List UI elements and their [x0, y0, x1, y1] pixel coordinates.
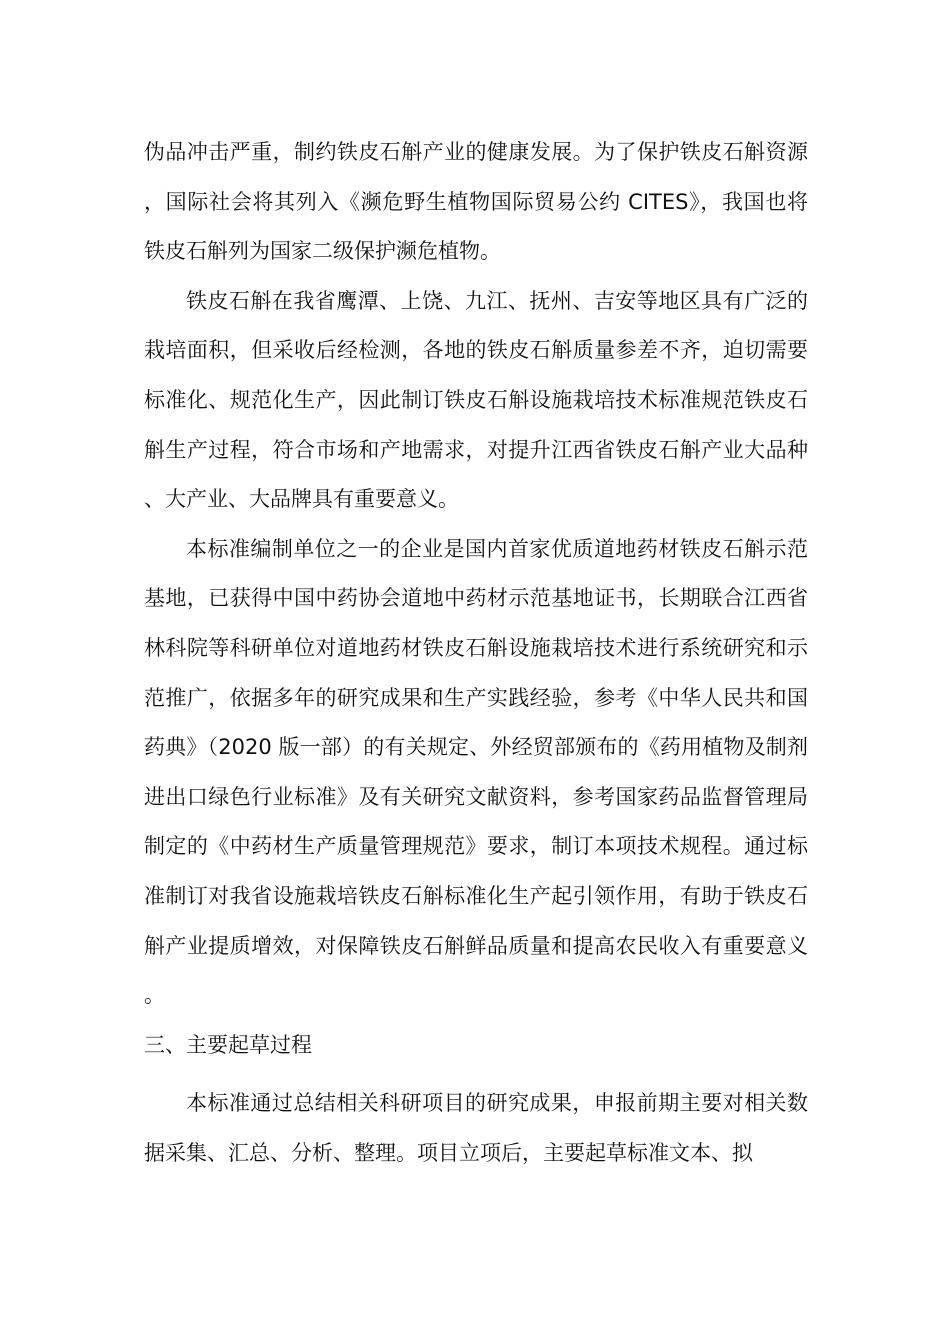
paragraph-cultivation-regions: 铁皮石斛在我省鹰潭、上饶、九江、抚州、吉安等地区具有广泛的栽培面积，但采收后经检测，各地的铁皮石斛质量参差不齐，迫切需要标准化、规范化生产，因此制订铁皮石斛设施栽培技术标准规范铁皮石斛生产过程，符合市场和产地需求，对提升江西省铁皮石斛产业大品种、大产业、大品牌具有重要意义。: [144, 288, 808, 512]
paragraph-cites-protection: 伪品冲击严重，制约铁皮石斛产业的健康发展。为了保护铁皮石斛资源，国际社会将其列入《濒危野生植物国际贸易公约 CITES》，我国也将铁皮石斛列为国家二级保护濒危植物。: [144, 140, 808, 264]
paragraph-demonstration-base: 本标准编制单位之一的企业是国内首家优质道地药材铁皮石斛示范基地，已获得中国中药协会道地中药材示范基地证书，长期联合江西省林科院等科研单位对道地药材铁皮石斛设施栽培技术进行系统研究和示范推广，依据多年的研究成果和生产实践经验，参考《中华人民共和国药典》（2020 版一部）的有关规定、外经贸部颁布的《药用植物及制剂进出口绿色行业标准》及有关研究文献资料，参考国家药品监督管理局制定的《中药材生产质量管理规范》要求，制订本项技术规程。通过标准制订对我省设施栽培铁皮石斛标准化生产起引领作用，有助于铁皮石斛产业提质增效，对保障铁皮石斛鲜品质量和提高农民收入有重要意义。: [144, 536, 808, 1008]
document-body: [144, 128, 808, 1179]
paragraph-drafting-process: 本标准通过总结相关科研项目的研究成果，申报前期主要对相关数据采集、汇总、分析、整理。项目立项后，主要起草标准文本、拟: [144, 1091, 808, 1165]
section-heading-drafting-process: 三、主要起草过程: [144, 1032, 312, 1057]
